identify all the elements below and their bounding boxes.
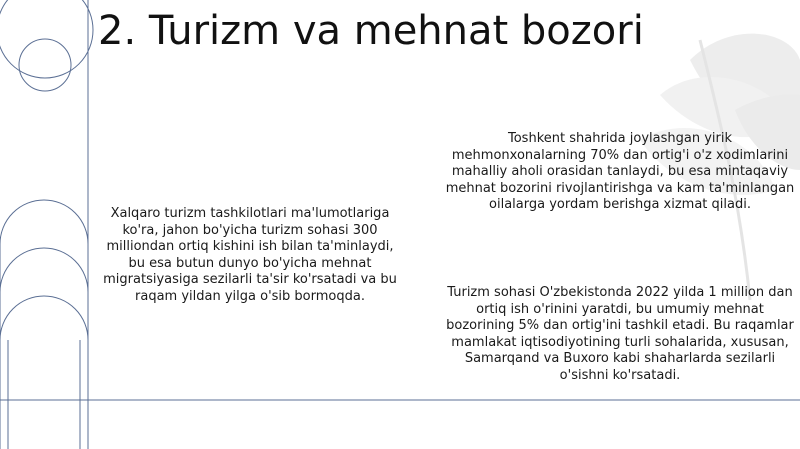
paragraph-uzbekistan-jobs: Turizm sohasi O'zbekistonda 2022 yilda 1 million dan ortiq ish o'rinini yaratdi, bu umumiy mehnat bozorining 5% dan ortig'ini tashkil etadi. Bu raqamlar mamlakat iqtisodiyotining turli sohalarida, xususan, Samarqand va Buxoro kabi shaharlarda sezilarli o'sishni ko'rsatadi. xyxy=(446,285,794,383)
top-left-circles xyxy=(0,0,93,91)
paragraph-global-tourism: Xalqaro turizm tashkilotlari ma'lumotlariga ko'ra, jahon bo'yicha turizm sohasi 300 milliondan ortiq kishini ish bilan ta'minlaydi, bu esa butun dunyo bo'yicha mehnat migratsiyasiga sezilarli ta'sir ko'rsatadi va bu raqam yildan yilga o'sib bormoqda. xyxy=(103,206,397,304)
bottom-left-arches xyxy=(0,200,88,449)
paragraph-tashkent-hotels: Toshkent shahrida joylashgan yirik mehmonxonalarning 70% dan ortig'i o'z xodimlarini mahalliy aholi orasidan tanlaydi, bu esa mintaqaviy mehnat bozorini rivojlantirishga va kam ta'minlangan oilalarga yordam berishga xizmat qiladi. xyxy=(445,131,795,213)
slide-title: 2. Turizm va mehnat bozori xyxy=(98,8,644,54)
